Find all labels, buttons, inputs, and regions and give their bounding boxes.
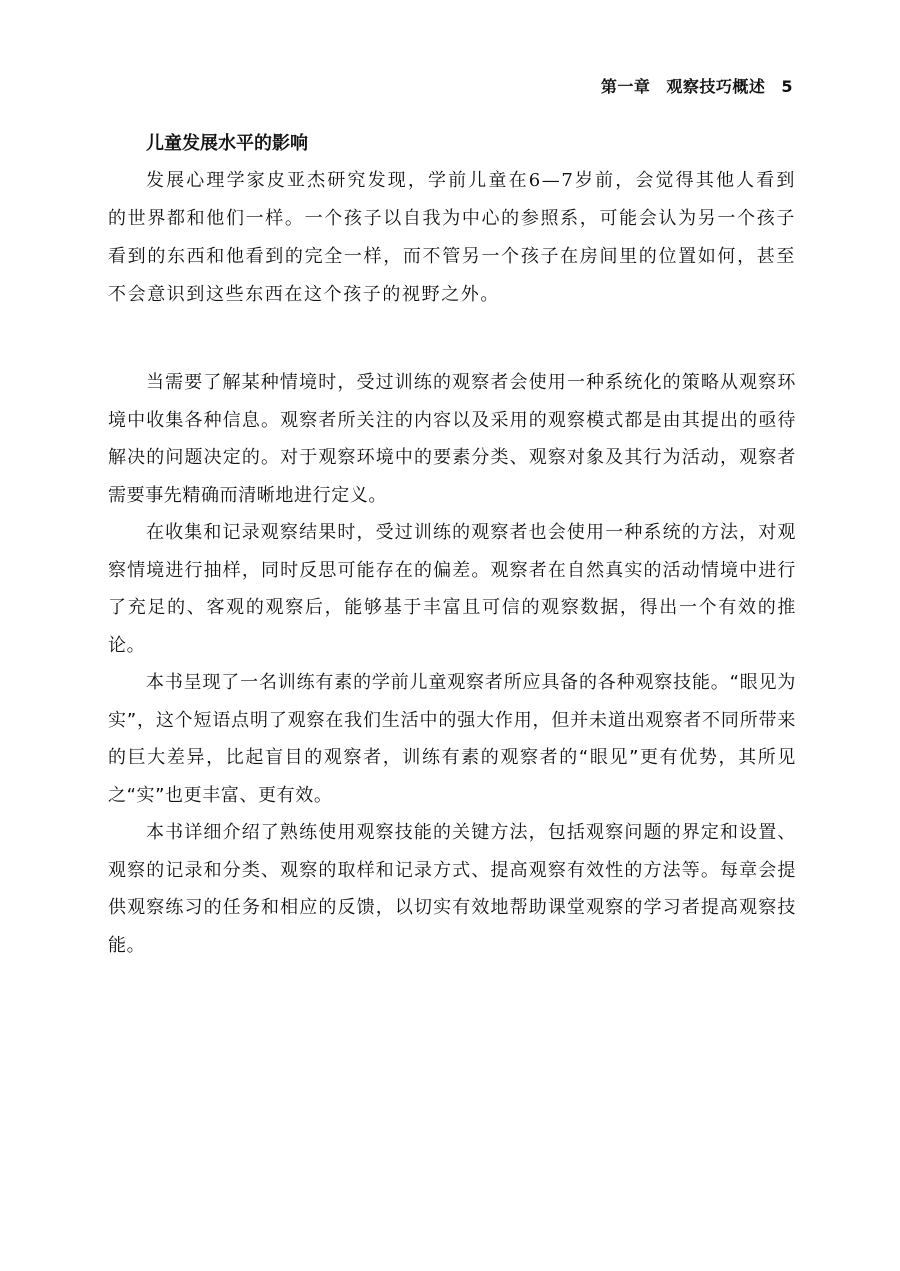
sidebar-box [108,126,796,314]
body-paragraph: 本书详细介绍了熟练使用观察技能的关键方法，包括观察问题的界定和设置、观察的记录和分类、观察的取样和记录方式、提高观察有效性的方法等。每章会提供观察练习的任务和相应的反馈，以切实有效地帮助课堂观察的学习者提高观察技能。 [108,822,796,956]
body-paragraph: 在收集和记录观察结果时，受过训练的观察者也会使用一种系统的方法，对观察情境进行抽样，同时反思可能存在的偏差。观察者在自然真实的活动情境中进行了充足的、客观的观察后，能够基于丰富且可信的观察数据，得出一个有效的推论。 [108,522,796,656]
body-paragraph: 本书呈现了一名训练有素的学前儿童观察者所应具备的各种观察技能。“眼见为实”，这个短语点明了观察在我们生活中的强大作用，但并未道出观察者不同所带来的巨大差异，比起盲目的观察者，训练有素的观察者的“眼见”更有优势，其所见之“实”也更丰富、更有效。 [108,672,796,806]
body-text [108,364,796,964]
chapter-title: 观察技巧概述 [666,77,766,96]
running-header [601,74,793,97]
chapter-label: 第一章 [600,77,651,96]
sidebar-heading: 儿童发展水平的影响 [146,133,308,154]
page-number: 5 [781,77,793,96]
body-paragraph: 当需要了解某种情境时，受过训练的观察者会使用一种系统化的策略从观察环境中收集各种信息。观察者所关注的内容以及采用的观察模式都是由其提出的亟待解决的问题决定的。对于观察环境中的要素分类、观察对象及其行为活动，观察者需要事先精确而清晰地进行定义。 [108,372,796,506]
sidebar-paragraph: 发展心理学家皮亚杰研究发现，学前儿童在6—7岁前，会觉得其他人看到的世界都和他们一样。一个孩子以自我为中心的参照系，可能会认为另一个孩子看到的东西和他看到的完全一样，而不管另一个孩子在房间里的位置如何，甚至不会意识到这些东西在这个孩子的视野之外。 [108,170,796,305]
